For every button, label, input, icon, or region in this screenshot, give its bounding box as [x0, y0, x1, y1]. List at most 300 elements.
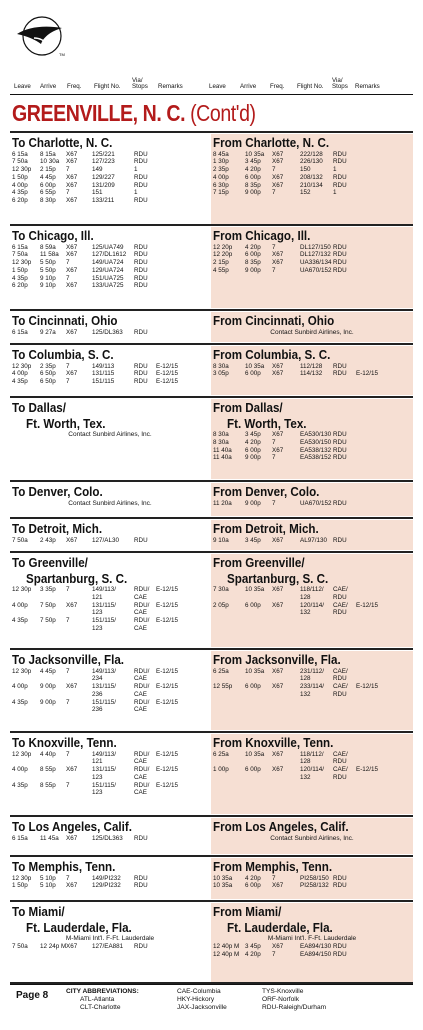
flight-cell: 149/UA724 [92, 259, 124, 267]
to-section-1 [10, 227, 210, 308]
abbreviation-item: TYS-Knoxville [262, 988, 304, 995]
flight-row [211, 602, 413, 610]
flight-cell: RDU [134, 259, 148, 267]
flight-cell: 6 00p [245, 251, 261, 259]
flight-cell: 10 35a [245, 750, 265, 758]
flight-cell: 6 15a [12, 150, 28, 158]
flight-cell: 7 50a [12, 943, 28, 950]
flight-cell: 1 30p [213, 158, 229, 166]
flight-cell: 6 00p [245, 882, 261, 890]
flight-cell: 7 [272, 166, 276, 174]
flight-cell: 121 [92, 593, 103, 601]
flight-cell: RDU [333, 259, 347, 267]
flight-cell: X67 [66, 181, 78, 189]
flight-cell: 12 30p [12, 166, 32, 174]
flight-cell: RDU [134, 274, 148, 282]
from-section-7 [211, 554, 413, 647]
flight-cell: 9 00p [245, 499, 261, 507]
flight-cell: 120/114/ [300, 601, 325, 609]
flight-row [10, 789, 210, 797]
flight-cell: 7 [66, 698, 70, 706]
from-section-2 [211, 312, 413, 342]
flight-cell: 4 00p [12, 181, 28, 189]
flight-cell: 6 30p [213, 181, 229, 189]
flight-row [10, 251, 210, 259]
section-divider [10, 648, 413, 650]
flight-cell: 6 20p [12, 197, 28, 205]
flight-cell: 6 50p [40, 370, 56, 378]
flight-cell: 151 [92, 189, 103, 197]
flight-row [211, 500, 413, 508]
to-section-7 [10, 554, 210, 647]
to-note: Contact Sunbird Airlines, Inc. [68, 499, 152, 507]
flight-cell: RDU [333, 251, 347, 259]
flight-cell: RDU [333, 431, 347, 438]
to-city-heading: To Greenville/ [12, 555, 88, 570]
flight-cell: E-12/15 [156, 378, 179, 386]
from-section-0 [211, 134, 413, 224]
flight-row [211, 267, 413, 275]
flight-row [10, 282, 210, 290]
flight-cell: RDU [134, 874, 148, 882]
flight-cell: 8 15a [40, 150, 56, 158]
flight-cell: 208/132 [300, 173, 323, 181]
flight-cell: E-12/15 [356, 766, 379, 774]
flight-row [10, 586, 210, 594]
flight-cell: RDU [333, 150, 347, 158]
flight-row [10, 174, 210, 182]
flight-cell: 128 [300, 593, 311, 601]
flight-cell: X67 [272, 173, 284, 181]
section-divider [10, 224, 413, 226]
flight-row [10, 758, 210, 766]
flight-row [211, 182, 413, 190]
flight-row [10, 675, 210, 683]
flight-cell: X67 [66, 266, 78, 274]
flight-cell: 125/221 [92, 150, 115, 158]
abbreviations-heading: CITY ABBREVIATIONS: [66, 988, 139, 995]
flight-cell: X67 [66, 536, 78, 544]
to-section-12 [10, 903, 210, 982]
column-header-left-2: Freq. [67, 83, 82, 91]
flight-row [10, 835, 210, 843]
flight-cell: 129/PI232 [92, 882, 121, 890]
flight-cell: 4 20p [245, 243, 261, 251]
flight-cell: 133/UA725 [92, 282, 124, 290]
flight-cell: E-12/15 [356, 370, 379, 378]
to-city-heading: To Los Angeles, Calif. [12, 819, 132, 834]
flight-cell: 131/115 [92, 370, 115, 378]
to-city-heading: To Dallas/ [12, 400, 66, 415]
flight-cell: 150 [300, 166, 311, 174]
flight-cell: 6 00p [245, 370, 261, 378]
flight-row [211, 758, 413, 766]
flight-cell: RDU/ [134, 750, 150, 758]
flight-cell: CAE [134, 773, 147, 781]
flight-cell: EA538/132 [300, 446, 332, 454]
flight-cell: 7 50a [12, 158, 28, 166]
to-city-heading: Ft. Lauderdale, Fla. [26, 919, 132, 935]
flight-cell: 127/EA881 [92, 943, 124, 950]
flight-cell: X67 [272, 667, 284, 675]
flight-cell: RDU/ [134, 698, 150, 706]
to-city-heading: To Denver, Colo. [12, 484, 103, 499]
flight-row [10, 691, 210, 699]
flight-row [211, 189, 413, 197]
flight-cell: RDU [134, 378, 148, 386]
flight-cell: RDU [134, 173, 148, 181]
flight-row [211, 609, 413, 617]
flight-cell: 131/115/ [92, 601, 117, 609]
flight-cell: X67 [66, 683, 78, 691]
flight-cell: 2 43p [40, 536, 56, 544]
svg-text:TM: TM [59, 52, 65, 57]
flight-cell: RDU [134, 328, 148, 336]
abbreviation-item: CAE-Columbia [177, 988, 221, 995]
flight-cell: 8 35p [245, 259, 261, 267]
flight-cell: RDU/ [134, 601, 150, 609]
flight-cell: RDU [333, 438, 347, 446]
flight-cell: 4 35p [12, 698, 28, 706]
flight-cell: RDU [333, 370, 347, 378]
flight-cell: RDU [333, 499, 347, 507]
flight-row [211, 586, 413, 594]
flight-row [10, 875, 210, 883]
flight-cell: 11 40a [213, 454, 232, 462]
flight-cell: 6 15a [12, 834, 28, 842]
column-header-left-3: Flight No. [94, 83, 121, 91]
flight-cell: 6 20p [12, 282, 28, 290]
flight-cell: CAE/ [333, 750, 348, 758]
flight-cell: X67 [66, 150, 78, 158]
section-divider [10, 551, 413, 553]
flight-cell: 127/AL30 [92, 536, 119, 544]
abbreviation-item: CLT-Charlotte [80, 1004, 121, 1011]
flight-cell: 9 00p [40, 698, 56, 706]
flight-cell: 7 [272, 438, 276, 446]
flight-cell: 8 45a [213, 150, 229, 158]
flight-cell: 4 00p [12, 683, 28, 691]
flight-cell: 149/113/ [92, 586, 117, 593]
flight-row [10, 267, 210, 275]
flight-cell: X67 [272, 943, 284, 950]
flight-cell: 114/132 [300, 370, 323, 378]
flight-row [211, 751, 413, 759]
flight-cell: E-12/15 [356, 601, 379, 609]
flight-row [10, 275, 210, 283]
column-header-left-0: Leave [14, 83, 31, 91]
flight-cell: RDU [333, 454, 347, 462]
flight-cell: RDU [134, 536, 148, 544]
page-title: GREENVILLE, N. C. (Cont'd) [12, 100, 256, 126]
abbreviation-item: JAX-Jacksonville [177, 1004, 227, 1011]
flight-cell: 10 35a [245, 362, 265, 370]
from-section-11 [211, 858, 413, 899]
flight-cell: RDU [333, 266, 347, 274]
page-footer [10, 984, 413, 1015]
flight-cell: 1 50p [12, 173, 28, 181]
flight-cell: X67 [66, 943, 78, 950]
flight-cell: 9 10p [40, 282, 56, 290]
flight-cell: X67 [272, 362, 284, 370]
flight-cell: 4 20p [245, 438, 261, 446]
flight-cell: 236 [92, 706, 103, 714]
flight-row [211, 683, 413, 691]
section-divider [10, 517, 413, 519]
flight-cell: 2 15p [40, 166, 56, 174]
column-header-left-5: Remarks [158, 83, 183, 91]
flight-cell: 7 [66, 274, 70, 282]
flight-cell: 7 [66, 874, 70, 882]
flight-cell: 11 20a [213, 499, 232, 507]
to-city-heading: Spartanburg, S. C. [26, 570, 128, 586]
flight-cell: RDU [333, 181, 347, 189]
flight-cell: X67 [66, 158, 78, 166]
flight-cell: 3 35p [40, 586, 56, 593]
flight-cell: 4 35p [12, 274, 28, 282]
flight-cell: RDU/ [134, 766, 150, 774]
flight-cell: RDU [134, 197, 148, 205]
section-divider [10, 343, 413, 345]
column-header-row [10, 66, 413, 95]
flight-cell: RDU [333, 362, 347, 370]
flight-cell: 7 [66, 166, 70, 174]
flight-cell: 7 [66, 617, 70, 625]
flight-cell: CAE [134, 593, 147, 601]
from-note: Contact Sunbird Airlines, Inc. [270, 834, 354, 842]
flight-cell: RDU [333, 593, 347, 601]
flight-cell: X67 [66, 601, 78, 609]
flight-cell: 1 [333, 189, 337, 197]
flight-cell: CAE [134, 758, 147, 766]
flight-cell: 132 [300, 690, 311, 698]
flight-cell: UA336/134 [300, 259, 332, 267]
flight-cell: 12 55p [213, 683, 233, 691]
flight-cell: 151/115/ [92, 781, 117, 789]
flight-cell: RDU [134, 243, 148, 251]
flight-cell: 121 [92, 758, 103, 766]
to-note: M-Miami Int'l. F-Ft. Lauderdale [65, 935, 155, 942]
flight-row [211, 158, 413, 166]
flight-cell: RDU [333, 158, 347, 166]
from-city-heading: From Miami/ [213, 904, 282, 919]
flight-cell: 123 [92, 609, 103, 617]
flight-cell: 1 50p [12, 266, 28, 274]
flight-cell: 4 00p [12, 601, 28, 609]
flight-cell: 1 [134, 166, 138, 174]
flight-cell: RDU [333, 950, 347, 958]
flight-row [211, 875, 413, 883]
airline-logo-icon [14, 14, 66, 58]
flight-cell: 151/UA725 [92, 274, 124, 282]
to-section-10 [10, 818, 210, 854]
to-city-heading: To Chicago, Ill. [12, 228, 94, 243]
flight-row [211, 454, 413, 462]
flight-cell: 12 24p M [40, 943, 67, 950]
flight-cell: 4 00p [12, 370, 28, 378]
flight-cell: 8 55p [40, 766, 56, 774]
from-city-heading: From Dallas/ [213, 400, 283, 415]
flight-cell: 7 [66, 378, 70, 386]
flight-row [211, 151, 413, 159]
flight-cell: RDU [134, 251, 148, 259]
from-city-heading: From Cincinnati, Ohio [213, 313, 335, 328]
flight-cell: CAE [134, 789, 147, 797]
flight-cell: E-12/15 [356, 683, 379, 691]
flight-cell: EA530/150 [300, 438, 332, 446]
flight-cell: 123 [92, 773, 103, 781]
from-city-heading: From Jacksonville, Fla. [213, 652, 341, 667]
flight-cell: UA670/152 [300, 266, 332, 274]
flight-cell: X67 [272, 586, 284, 593]
flight-cell: 4 35p [12, 617, 28, 625]
to-section-5 [10, 483, 210, 516]
flight-row [10, 699, 210, 707]
flight-cell: 12 20p [213, 251, 233, 259]
column-header-right-2: Freq. [270, 83, 285, 91]
flight-cell: E-12/15 [156, 698, 179, 706]
flight-cell: 129/227 [92, 173, 115, 181]
flight-row [211, 251, 413, 259]
flight-cell: E-12/15 [156, 370, 179, 378]
abbreviation-item: ATL-Atlanta [80, 996, 115, 1003]
flight-cell: X67 [272, 150, 284, 158]
flight-cell: 9 10p [40, 274, 56, 282]
flight-cell: 6 00p [245, 766, 261, 774]
flight-cell: RDU/ [134, 781, 150, 789]
flight-cell: 7 50a [12, 536, 28, 544]
flight-cell: 120/114/ [300, 766, 325, 774]
flight-row [10, 166, 210, 174]
flight-row [10, 329, 210, 337]
flight-row [211, 244, 413, 252]
flight-cell: 5 10p [40, 874, 56, 882]
flight-cell: 6 00p [245, 683, 261, 691]
flight-cell: 4 45p [40, 173, 56, 181]
flight-cell: 8 30a [213, 438, 229, 446]
flight-cell: 12 30p [12, 586, 32, 593]
flight-cell: 1 [134, 189, 138, 197]
flight-cell: RDU [134, 150, 148, 158]
flight-row [10, 602, 210, 610]
flight-cell: E-12/15 [156, 683, 179, 691]
flight-cell: 10 35a [213, 874, 233, 882]
flight-cell: E-12/15 [156, 586, 179, 593]
flight-cell: 125/DL363 [92, 834, 123, 842]
flight-cell: 4 00p [12, 766, 28, 774]
from-section-9 [211, 734, 413, 814]
flight-cell: 4 55p [213, 266, 229, 274]
flight-cell: RDU [333, 536, 347, 544]
flight-cell: RDU [134, 282, 148, 290]
flight-cell: RDU [134, 158, 148, 166]
flight-row [10, 189, 210, 197]
flight-cell: X67 [66, 282, 78, 290]
flight-cell: RDU/ [134, 683, 150, 691]
flight-cell: 6 25a [213, 667, 229, 675]
from-section-4 [211, 399, 413, 479]
flight-row [10, 244, 210, 252]
flight-cell: 1 50p [12, 882, 28, 890]
flight-cell: 7 [66, 781, 70, 789]
flight-cell: 11 40a [213, 446, 232, 454]
flight-cell: 4 40p [40, 750, 56, 758]
from-city-heading: Spartanburg, S. C. [227, 570, 329, 586]
flight-row [10, 259, 210, 267]
flight-cell: 11 45a [40, 834, 59, 842]
flight-cell: 12 30p [12, 259, 32, 267]
flight-row [10, 668, 210, 676]
flight-cell: X67 [272, 766, 284, 774]
to-note: Contact Sunbird Airlines, Inc. [68, 431, 152, 438]
flight-cell: 7 [66, 189, 70, 197]
flight-cell: X67 [272, 181, 284, 189]
flight-cell: 4 20p [245, 874, 261, 882]
flight-cell: X67 [66, 328, 78, 336]
flight-cell: 8 30a [213, 431, 229, 438]
flight-row [10, 751, 210, 759]
flight-cell: EA538/152 [300, 454, 332, 462]
from-city-heading: From Greenville/ [213, 555, 305, 570]
flight-cell: 133/211 [92, 197, 115, 205]
flight-row [211, 774, 413, 782]
flight-cell: X67 [66, 882, 78, 890]
flight-cell: 118/112/ [300, 586, 324, 593]
to-city-heading: To Miami/ [12, 904, 65, 919]
flight-cell: E-12/15 [156, 667, 179, 675]
flight-cell: 6 15a [12, 243, 28, 251]
flight-row [10, 774, 210, 782]
flight-cell: 5 50p [40, 259, 56, 267]
flight-cell: 11 58a [40, 251, 59, 259]
to-section-9 [10, 734, 210, 814]
flight-row [211, 882, 413, 890]
to-section-0 [10, 134, 210, 224]
flight-cell: 7 15p [213, 189, 229, 197]
flight-row [10, 882, 210, 890]
flight-cell: 118/112/ [300, 750, 324, 758]
flight-cell: 151/115/ [92, 698, 117, 706]
flight-cell: 6 25a [213, 750, 229, 758]
flight-cell: CAE/ [333, 586, 348, 593]
flight-cell: 8 59a [40, 243, 56, 251]
flight-cell: X67 [66, 834, 78, 842]
flight-cell: 1 [333, 166, 337, 174]
flight-row [10, 182, 210, 190]
flight-cell: 12 20p [213, 243, 233, 251]
flight-cell: 7 [66, 362, 70, 370]
flight-cell: RDU [333, 773, 347, 781]
section-divider [10, 815, 413, 817]
flight-row [211, 259, 413, 267]
flight-cell: E-12/15 [156, 601, 179, 609]
abbreviation-item: RDU-Raleigh/Durham [262, 1004, 327, 1011]
flight-cell: 7 50p [40, 601, 56, 609]
flight-row [211, 174, 413, 182]
section-divider [10, 900, 413, 902]
flight-cell: X67 [272, 158, 284, 166]
flight-row [10, 363, 210, 371]
to-section-2 [10, 312, 210, 342]
flight-cell: CAE [134, 690, 147, 698]
flight-cell: 8 30p [40, 197, 56, 205]
flight-cell: 8 30a [213, 362, 229, 370]
flight-cell: X67 [272, 251, 284, 259]
to-city-heading: To Cincinnati, Ohio [12, 313, 118, 328]
from-city-heading: From Knoxville, Tenn. [213, 735, 334, 750]
abbreviation-item: HKY-Hickory [177, 996, 215, 1003]
flight-cell: 151/115/ [92, 617, 117, 625]
